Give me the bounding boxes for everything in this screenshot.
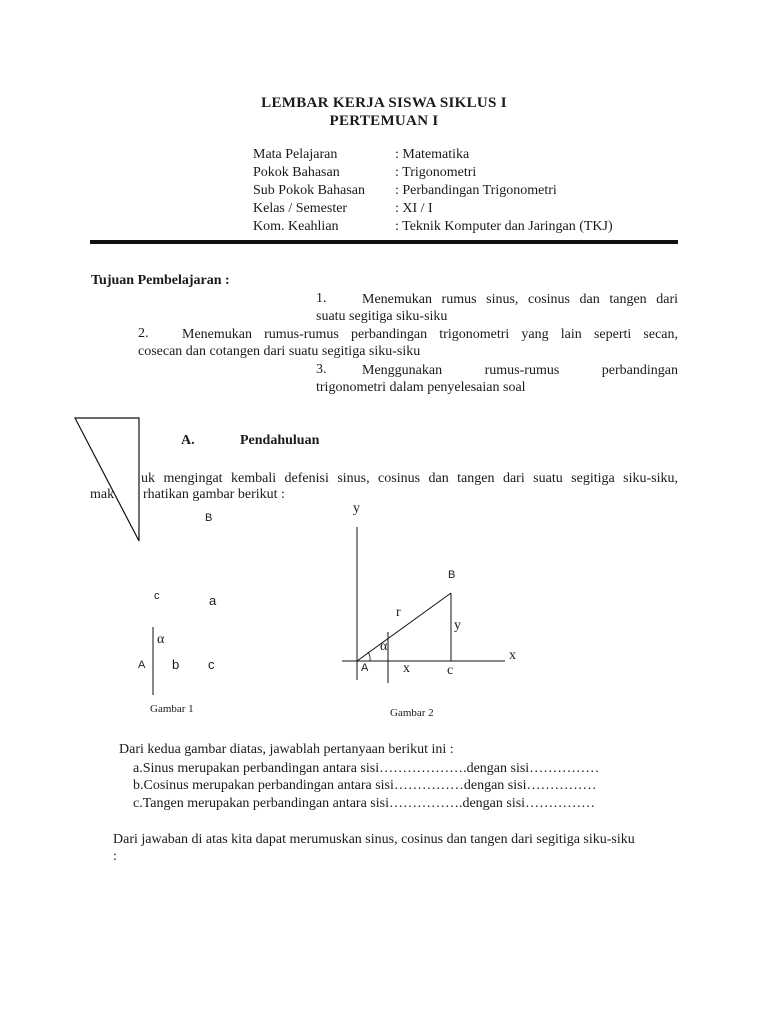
fig2-label-x: x [403,661,410,676]
figure1-triangle [75,418,139,541]
question-c: c.Tangen merupakan perbandingan antara sisi…………….dengan sisi…………… [133,796,596,811]
figure2-caption: Gambar 2 [390,707,434,719]
fig2-label-C: c [447,663,454,678]
fig2-label-r: r [396,605,401,620]
fig2-label-y: y [454,618,461,633]
info-label-subject: Mata Pelajaran [253,147,338,162]
figure2-hypotenuse [357,593,451,661]
fig1-label-B: B [205,512,213,524]
info-label-competency: Kom. Keahlian [253,219,339,234]
fig1-label-C: c [208,657,215,672]
info-value-competency: : Teknik Komputer dan Jaringan (TKJ) [395,219,613,234]
objective-3-line1: Menggunakan rumus-rumus perbandingan [362,363,678,378]
objective-2-line2: cosecan dan cotangen dari suatu segitiga siku-siku [138,344,421,359]
objective-3-line2: trigonometri dalam penyelesaian soal [316,380,526,395]
fig2-label-B: B [448,569,456,581]
worksheet-title: LEMBAR KERJA SISWA SIKLUS I [261,95,507,111]
figure1-caption: Gambar 1 [150,703,194,715]
objective-2-line1: Menemukan rumus-rumus perbandingan trigonometri yang lain seperti secan, [182,327,678,342]
info-value-subject: : Matematika [395,147,470,162]
info-label-topic: Pokok Bahasan [253,165,340,180]
fig2-label-alpha: α [380,639,388,654]
objective-1-line2: suatu segitiga siku-siku [316,309,448,324]
objective-1-number: 1. [316,291,327,306]
fig1-label-a: a [209,593,217,608]
conclusion-line1: Dari jawaban di atas kita dapat merumuskan sinus, cosinus dan tangen dari segitiga siku-siku [113,832,635,847]
questions-prompt: Dari kedua gambar diatas, jawablah pertanyaan berikut ini : [119,742,454,757]
objective-1-line1: Menemukan rumus sinus, cosinus dan tangen dari [362,292,678,307]
info-value-topic: : Trigonometri [395,165,477,180]
info-value-class: : XI / I [395,201,433,216]
fig2-label-x-axis: x [509,648,516,663]
info-value-subtopic: : Perbandingan Trigonometri [395,183,557,198]
info-label-subtopic: Sub Pokok Bahasan [253,183,365,198]
fig1-label-b: b [172,657,180,672]
section-a-title: Pendahuluan [240,433,320,448]
intro-line2-end: rhatikan gambar berikut : [143,487,285,502]
section-a-number: A. [181,433,195,448]
question-b: b.Cosinus merupakan perbandingan antara sisi……………dengan sisi…………… [133,778,597,793]
objective-2-number: 2. [138,326,149,341]
meeting-title: PERTEMUAN I [329,113,439,129]
fig2-label-A: A [361,662,369,674]
fig1-label-A: A [138,659,146,671]
objectives-heading: Tujuan Pembelajaran : [91,273,230,288]
question-a: a.Sinus merupakan perbandingan antara sisi……………….dengan sisi…………… [133,761,600,776]
fig2-label-y-axis: y [353,501,360,516]
objective-3-number: 3. [316,362,327,377]
conclusion-line2: : [113,849,117,864]
intro-line2-start: mak [90,487,115,502]
fig1-label-c: c [154,590,160,602]
info-label-class: Kelas / Semester [253,201,348,216]
intro-line1: uk mengingat kembali defenisi sinus, cosinus dan tangen dari suatu segitiga siku-siku, [141,471,678,486]
fig1-label-alpha: α [157,632,165,647]
